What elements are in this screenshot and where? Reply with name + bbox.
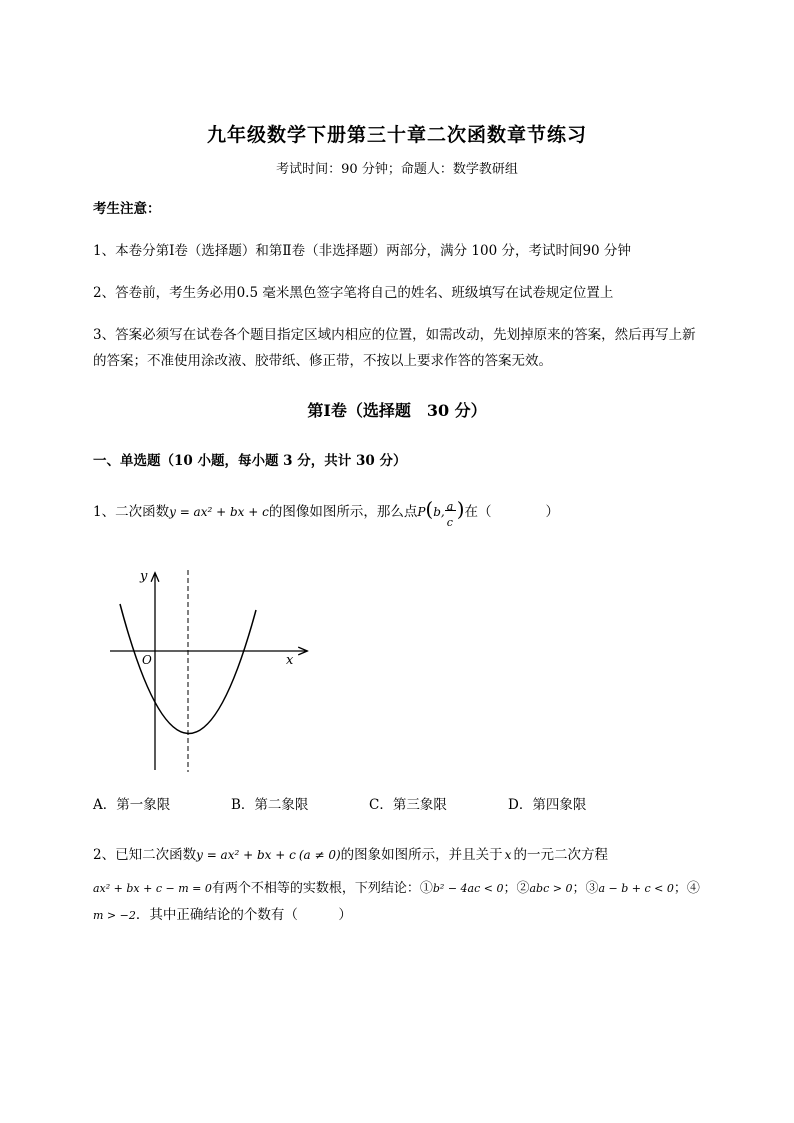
notice-item-3: 3、答案必须写在试卷各个题目指定区域内相应的位置，如需改动，先划掉原来的答案，然后再写上新: [93, 327, 696, 343]
question-2-line-3: [93, 902, 352, 929]
q2-equation: ax² + bx + c − m = 0: [93, 882, 212, 895]
q2-sep-2: ；②: [503, 881, 530, 896]
question-2-line-1: [93, 842, 608, 868]
q2-conclusion-1: b² − 4ac < 0: [432, 882, 504, 895]
q2-suffix: 的一元二次方程: [513, 847, 608, 863]
q2-sep-4: ；④: [673, 881, 700, 896]
page-title: 九年级数学下册第三十章二次函数章节练习: [206, 124, 587, 146]
q2-mid: 的图象如图所示，并且关于: [340, 847, 503, 863]
q1-option-a[interactable]: A．第一象限: [93, 797, 171, 813]
y-axis-label: y: [140, 569, 148, 584]
q1-right-paren: ): [456, 497, 465, 521]
q1-fraction: [445, 496, 457, 529]
q2-conclusion-3: a − b + c < 0: [598, 882, 674, 895]
q1-option-b[interactable]: B．第二象限: [231, 797, 309, 813]
question-2-line-2: [93, 876, 700, 902]
q2-conclusion-2: abc > 0: [529, 882, 573, 895]
q2-conclusion-4: m > −2: [93, 909, 136, 922]
q2-question-end: ．其中正确结论的个数有（ ）: [135, 907, 352, 923]
notice-item-3-cont: 的答案；不准使用涂改液、胶带纸、修正带，不按以上要求作答的答案无效。: [93, 353, 552, 369]
q1-graph: [100, 560, 320, 780]
q2-condition: (a ≠ 0): [298, 848, 341, 862]
x-axis-label: x: [286, 653, 294, 668]
q1-suffix: 在（ ）: [464, 504, 560, 520]
q1-frac-den: c: [446, 515, 453, 529]
notice-item-1: 1、本卷分第Ⅰ卷（选择题）和第Ⅱ卷（非选择题）两部分，满分 100 分，考试时间90 分钟: [93, 243, 631, 259]
q1-prefix: 1、二次函数: [93, 504, 170, 520]
q1-left-paren: (: [425, 497, 434, 521]
q2-variable: x: [504, 848, 512, 862]
section-heading: 一、单选题（10 小题，每小题 3 分，共计 30 分）: [93, 453, 407, 469]
q1-option-c[interactable]: C．第三象限: [369, 797, 447, 813]
q2-prefix: 2、已知二次函数: [93, 847, 197, 863]
q1-point-b: b,: [433, 505, 445, 519]
q1-formula: y = ax² + bx + c: [169, 505, 269, 519]
part-title: 第Ⅰ卷（选择题 30 分）: [307, 401, 487, 420]
q1-mid: 的图像如图所示，那么点: [268, 504, 418, 520]
question-1: [93, 496, 559, 528]
q2-formula: y = ax² + bx + c: [196, 848, 296, 862]
origin-label: O: [142, 653, 152, 667]
q1-options: [93, 792, 693, 818]
q2-sep-3: ；③: [572, 881, 599, 896]
exam-info: 考试时间：90 分钟；命题人：数学教研组: [276, 162, 518, 177]
q2-text: 有两个不相等的实数根，下列结论：①: [211, 881, 433, 896]
q1-frac-num: a: [446, 499, 454, 513]
q1-point-label: P: [417, 505, 426, 519]
notice-item-2: 2、答卷前，考生务必用0.5 毫米黑色签字笔将自己的姓名、班级填写在试卷规定位置上: [93, 285, 614, 301]
q1-option-d[interactable]: D．第四象限: [508, 797, 587, 813]
notice-heading: 考生注意：: [93, 201, 161, 217]
